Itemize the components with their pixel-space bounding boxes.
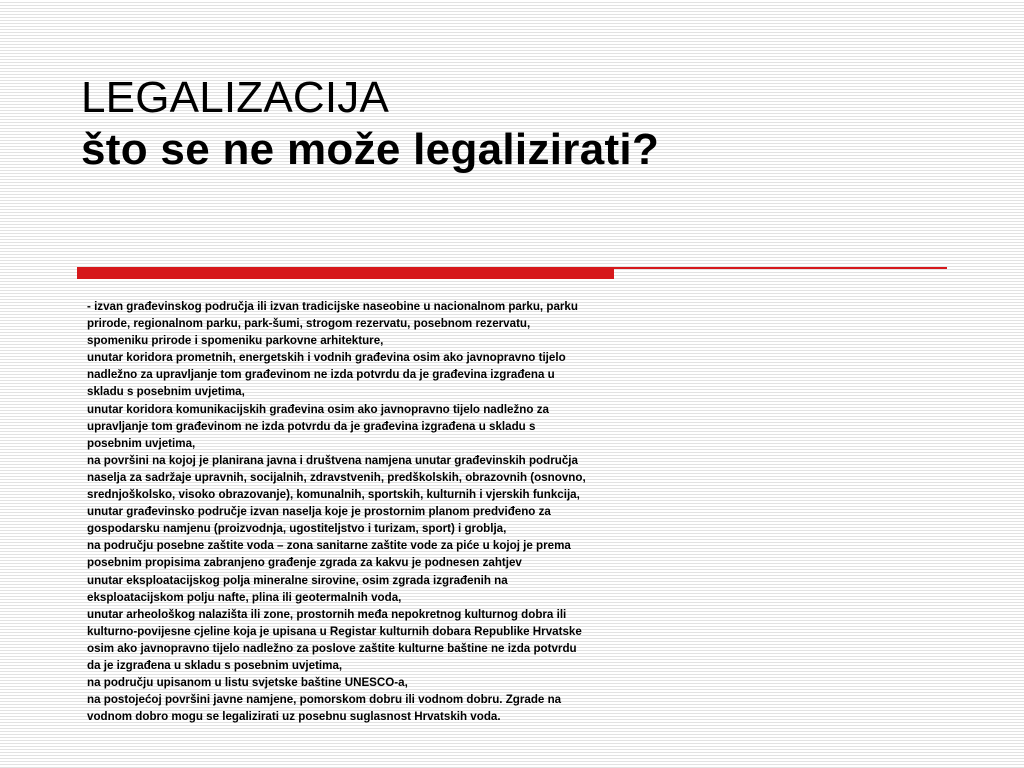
body-line: na području posebne zaštite voda – zona sanitarne zaštite vode za piće u kojoj je prema [87, 539, 571, 553]
body-line: unutar koridora komunikacijskih građevina osim ako javnopravno tijelo nadležno za [87, 402, 549, 416]
title-main: LEGALIZACIJA [81, 73, 390, 122]
body-line: eksploatacijskom polju nafte, plina ili geotermalnih voda, [87, 590, 402, 604]
body-text [87, 298, 607, 725]
body-line: unutar građevinsko područje izvan naselja koje je prostornim planom predviđeno za [87, 505, 551, 519]
slide-title [81, 72, 659, 176]
title-subtitle: što se ne može legalizirati? [81, 125, 660, 174]
body-line: osim ako javnopravno tijelo nadležno za poslove zaštite kulturne baštine ne izda potvrdu [87, 641, 577, 655]
body-line: unutar arheološkog nalazišta ili zone, prostornih međa nepokretnog kulturnog dobra ili [87, 607, 567, 621]
body-line: gospodarsku namjenu (proizvodnja, ugostiteljstvo i turizam, sport) i groblja, [87, 522, 507, 536]
body-line: na postojećoj površini javne namjene, pomorskom dobru ili vodnom dobru. Zgrade na [87, 693, 562, 707]
divider-thin-line [614, 267, 947, 269]
body-line: na području upisanom u listu svjetske baštine UNESCO-a, [87, 676, 408, 690]
title-divider [77, 267, 947, 281]
body-line: prirode, regionalnom parku, park-šumi, strogom rezervatu, posebnom rezervatu, [87, 317, 531, 331]
body-line: spomeniku prirode i spomeniku parkovne arhitekture, [87, 334, 384, 348]
body-line: unutar koridora prometnih, energetskih i vodnih građevina osim ako javnopravno tijelo [87, 351, 566, 365]
divider-thick-bar [77, 267, 614, 279]
body-line: na površini na kojoj je planirana javna i društvena namjena unutar građevinskih područja [87, 453, 578, 467]
body-line: unutar eksploatacijskog polja mineralne sirovine, osim zgrada izgrađenih na [87, 573, 508, 587]
body-line: nadležno za upravljanje tom građevinom ne izda potvrdu da je građevina izgrađena u [87, 368, 555, 382]
body-line: posebnim propisima zabranjeno građenje zgrada za kakvu je podnesen zahtjev [87, 556, 522, 570]
body-line: vodnom dobro mogu se legalizirati uz posebnu suglasnost Hrvatskih voda. [87, 710, 501, 724]
body-line: - izvan građevinskog područja ili izvan tradicijske naseobine u nacionalnom parku, parku [87, 300, 578, 313]
body-line: skladu s posebnim uvjetima, [87, 385, 245, 399]
body-line: da je izgrađena u skladu s posebnim uvjetima, [87, 658, 343, 672]
body-line: srednjoškolsko, visoko obrazovanje), komunalnih, sportskih, kulturnih i vjerskih funkcija, [87, 488, 580, 502]
body-line: upravljanje tom građevinom ne izda potvrdu da je građevina izgrađena u skladu s [87, 419, 536, 433]
body-line: kulturno-povijesne cjeline koja je upisana u Registar kulturnih dobara Republike Hrvatske [87, 624, 582, 638]
body-line: naselja za sadržaje upravnih, socijalnih, zdravstvenih, predškolskih, obrazovnih (osnovno, [87, 470, 586, 484]
body-line: posebnim uvjetima, [87, 436, 196, 450]
